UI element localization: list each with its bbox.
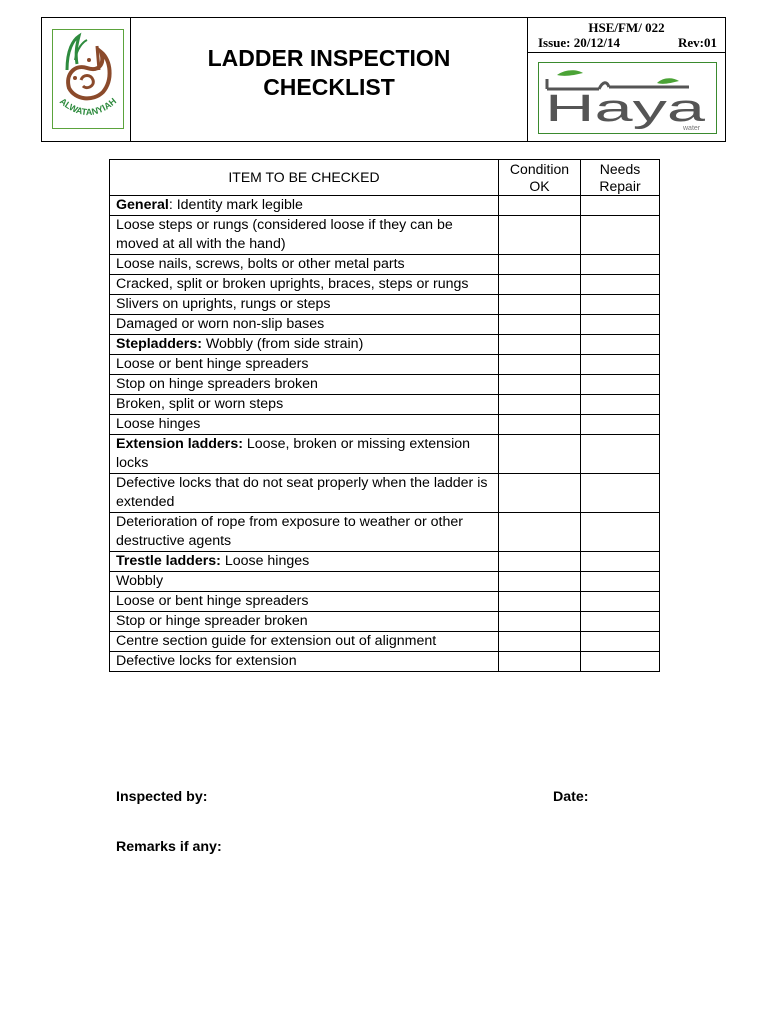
table-row [110,355,660,375]
table-row [110,632,660,652]
left-logo-cell [42,18,131,141]
alwatanyiah-logo-text: ALWATANYIAH [57,96,119,118]
needs-repair-cell[interactable] [581,552,660,572]
checklist-item-text: Slivers on uprights, rungs or steps [116,296,331,312]
header-item-label: ITEM TO BE CHECKED [228,169,380,185]
needs-repair-cell[interactable] [581,275,660,295]
table-row [110,652,660,672]
checklist-item-text: Stop on hinge spreaders broken [116,376,318,392]
header-condition-line1: Condition [509,160,570,177]
condition-ok-cell[interactable] [499,196,581,216]
needs-repair-cell[interactable] [581,395,660,415]
checklist-item [110,196,499,216]
document-header [41,17,726,142]
needs-repair-cell[interactable] [581,375,660,395]
needs-repair-cell[interactable] [581,196,660,216]
needs-repair-cell[interactable] [581,632,660,652]
header-condition-line2: OK [529,177,550,194]
header-needs-repair [581,160,660,196]
checklist-item [110,632,499,652]
condition-ok-cell[interactable] [499,295,581,315]
checklist-item [110,275,499,295]
checklist-item [110,295,499,315]
table-row [110,335,660,355]
haya-logo-subtext: water [683,125,701,132]
checklist-item-category: Extension ladders: [116,436,243,452]
table-row [110,552,660,572]
condition-ok-cell[interactable] [499,315,581,335]
checklist-item-category: General [116,197,169,213]
checklist-item-category: Trestle ladders: [116,553,221,569]
title-cell [131,18,528,141]
checklist-item-category: Stepladders: [116,336,202,352]
condition-ok-cell[interactable] [499,395,581,415]
checklist-item-text: Loose steps or rungs (considered loose if they can be moved at all with the hand) [116,217,453,252]
needs-repair-cell[interactable] [581,335,660,355]
checklist-item-text: Deterioration of rope from exposure to weather or other destructive agents [116,514,463,549]
condition-ok-cell[interactable] [499,592,581,612]
checklist-item [110,652,499,672]
document-title [131,44,527,102]
table-row [110,295,660,315]
needs-repair-cell[interactable] [581,255,660,275]
revision: Rev:01 [678,35,717,50]
checklist-item-text: : Identity mark legible [168,197,303,213]
condition-ok-cell[interactable] [499,355,581,375]
condition-ok-cell[interactable] [499,275,581,295]
checklist-item [110,395,499,415]
checklist-item-text: Stop or hinge spreader broken [116,613,308,629]
checklist-item [110,216,499,255]
haya-logo-text: Haya [545,88,707,130]
table-row [110,275,660,295]
needs-repair-cell[interactable] [581,513,660,552]
condition-ok-cell[interactable] [499,435,581,474]
condition-ok-cell[interactable] [499,632,581,652]
checklist-item-text: Defective locks that do not seat properly when the ladder is extended [116,475,488,510]
alwatanyiah-logo [52,29,124,129]
table-row [110,572,660,592]
date-label: Date: [553,789,589,805]
checklist-item-text: Loose hinges [116,416,201,432]
condition-ok-cell[interactable] [499,375,581,395]
needs-repair-cell[interactable] [581,652,660,672]
document-code: HSE/FM/ 022 [588,20,665,35]
header-repair-line1: Needs [599,160,641,177]
checklist-item-text: Damaged or worn non-slip bases [116,316,325,332]
checklist-item [110,355,499,375]
table-row [110,196,660,216]
header-repair-line2: Repair [599,177,641,194]
table-row [110,612,660,632]
condition-ok-cell[interactable] [499,415,581,435]
table-row [110,592,660,612]
condition-ok-cell[interactable] [499,572,581,592]
table-row [110,375,660,395]
checklist-item-text: Wobbly [116,573,164,589]
condition-ok-cell[interactable] [499,255,581,275]
checklist-item-text: Loose or bent hinge spreaders [116,593,309,609]
checklist-item [110,552,499,572]
checklist-item-text: Cracked, split or broken uprights, braces, steps or rungs [116,276,469,292]
needs-repair-cell[interactable] [581,435,660,474]
haya-logo-mark [539,63,716,133]
condition-ok-cell[interactable] [499,552,581,572]
needs-repair-cell[interactable] [581,415,660,435]
checklist-item-text: Loose hinges [220,553,310,569]
table-row [110,255,660,275]
title-line-1: LADDER INSPECTION [207,45,451,71]
table-row [110,513,660,552]
doc-info-cell [528,18,725,141]
checklist-item-text: Loose nails, screws, bolts or other metal parts [116,256,405,272]
needs-repair-cell[interactable] [581,572,660,592]
condition-ok-cell[interactable] [499,335,581,355]
checklist-table [109,159,660,672]
condition-ok-cell[interactable] [499,474,581,513]
checklist-item [110,375,499,395]
checklist-item [110,435,499,474]
issue-date: Issue: 20/12/14 [538,35,620,50]
table-row [110,395,660,415]
needs-repair-cell[interactable] [581,295,660,315]
needs-repair-cell[interactable] [581,355,660,375]
checklist-item [110,335,499,355]
condition-ok-cell[interactable] [499,652,581,672]
checklist-item [110,513,499,552]
checklist-item [110,572,499,592]
condition-ok-cell[interactable] [499,612,581,632]
checklist-item-text: Wobbly (from side strain) [201,336,364,352]
checklist-body [110,196,660,672]
checklist-item [110,255,499,275]
header-item [110,160,499,196]
checklist-item [110,415,499,435]
needs-repair-cell[interactable] [581,474,660,513]
needs-repair-cell[interactable] [581,592,660,612]
checklist-item-text: Broken, split or worn steps [116,396,284,412]
condition-ok-cell[interactable] [499,513,581,552]
table-header-row [110,160,660,196]
remarks-label: Remarks if any: [116,839,222,855]
alwatanyiah-logo-mark [53,30,123,128]
checklist-item [110,474,499,513]
inspected-by-label: Inspected by: [116,789,208,805]
needs-repair-cell[interactable] [581,612,660,632]
table-row [110,415,660,435]
header-condition-ok [499,160,581,196]
table-row [110,474,660,513]
needs-repair-cell[interactable] [581,315,660,335]
condition-ok-cell[interactable] [499,216,581,255]
header-divider [528,52,725,53]
haya-logo [538,62,717,134]
checklist-item [110,315,499,335]
title-line-2: CHECKLIST [263,74,395,100]
checklist-item [110,592,499,612]
table-row [110,315,660,335]
checklist-item-text: Defective locks for extension [116,653,297,669]
checklist-item-text: Loose, broken or missing extension locks [116,436,471,471]
checklist-item-text: Loose or bent hinge spreaders [116,356,309,372]
table-row [110,435,660,474]
checklist-item-text: Centre section guide for extension out of alignment [116,633,437,649]
needs-repair-cell[interactable] [581,216,660,255]
checklist-item [110,612,499,632]
table-row [110,216,660,255]
